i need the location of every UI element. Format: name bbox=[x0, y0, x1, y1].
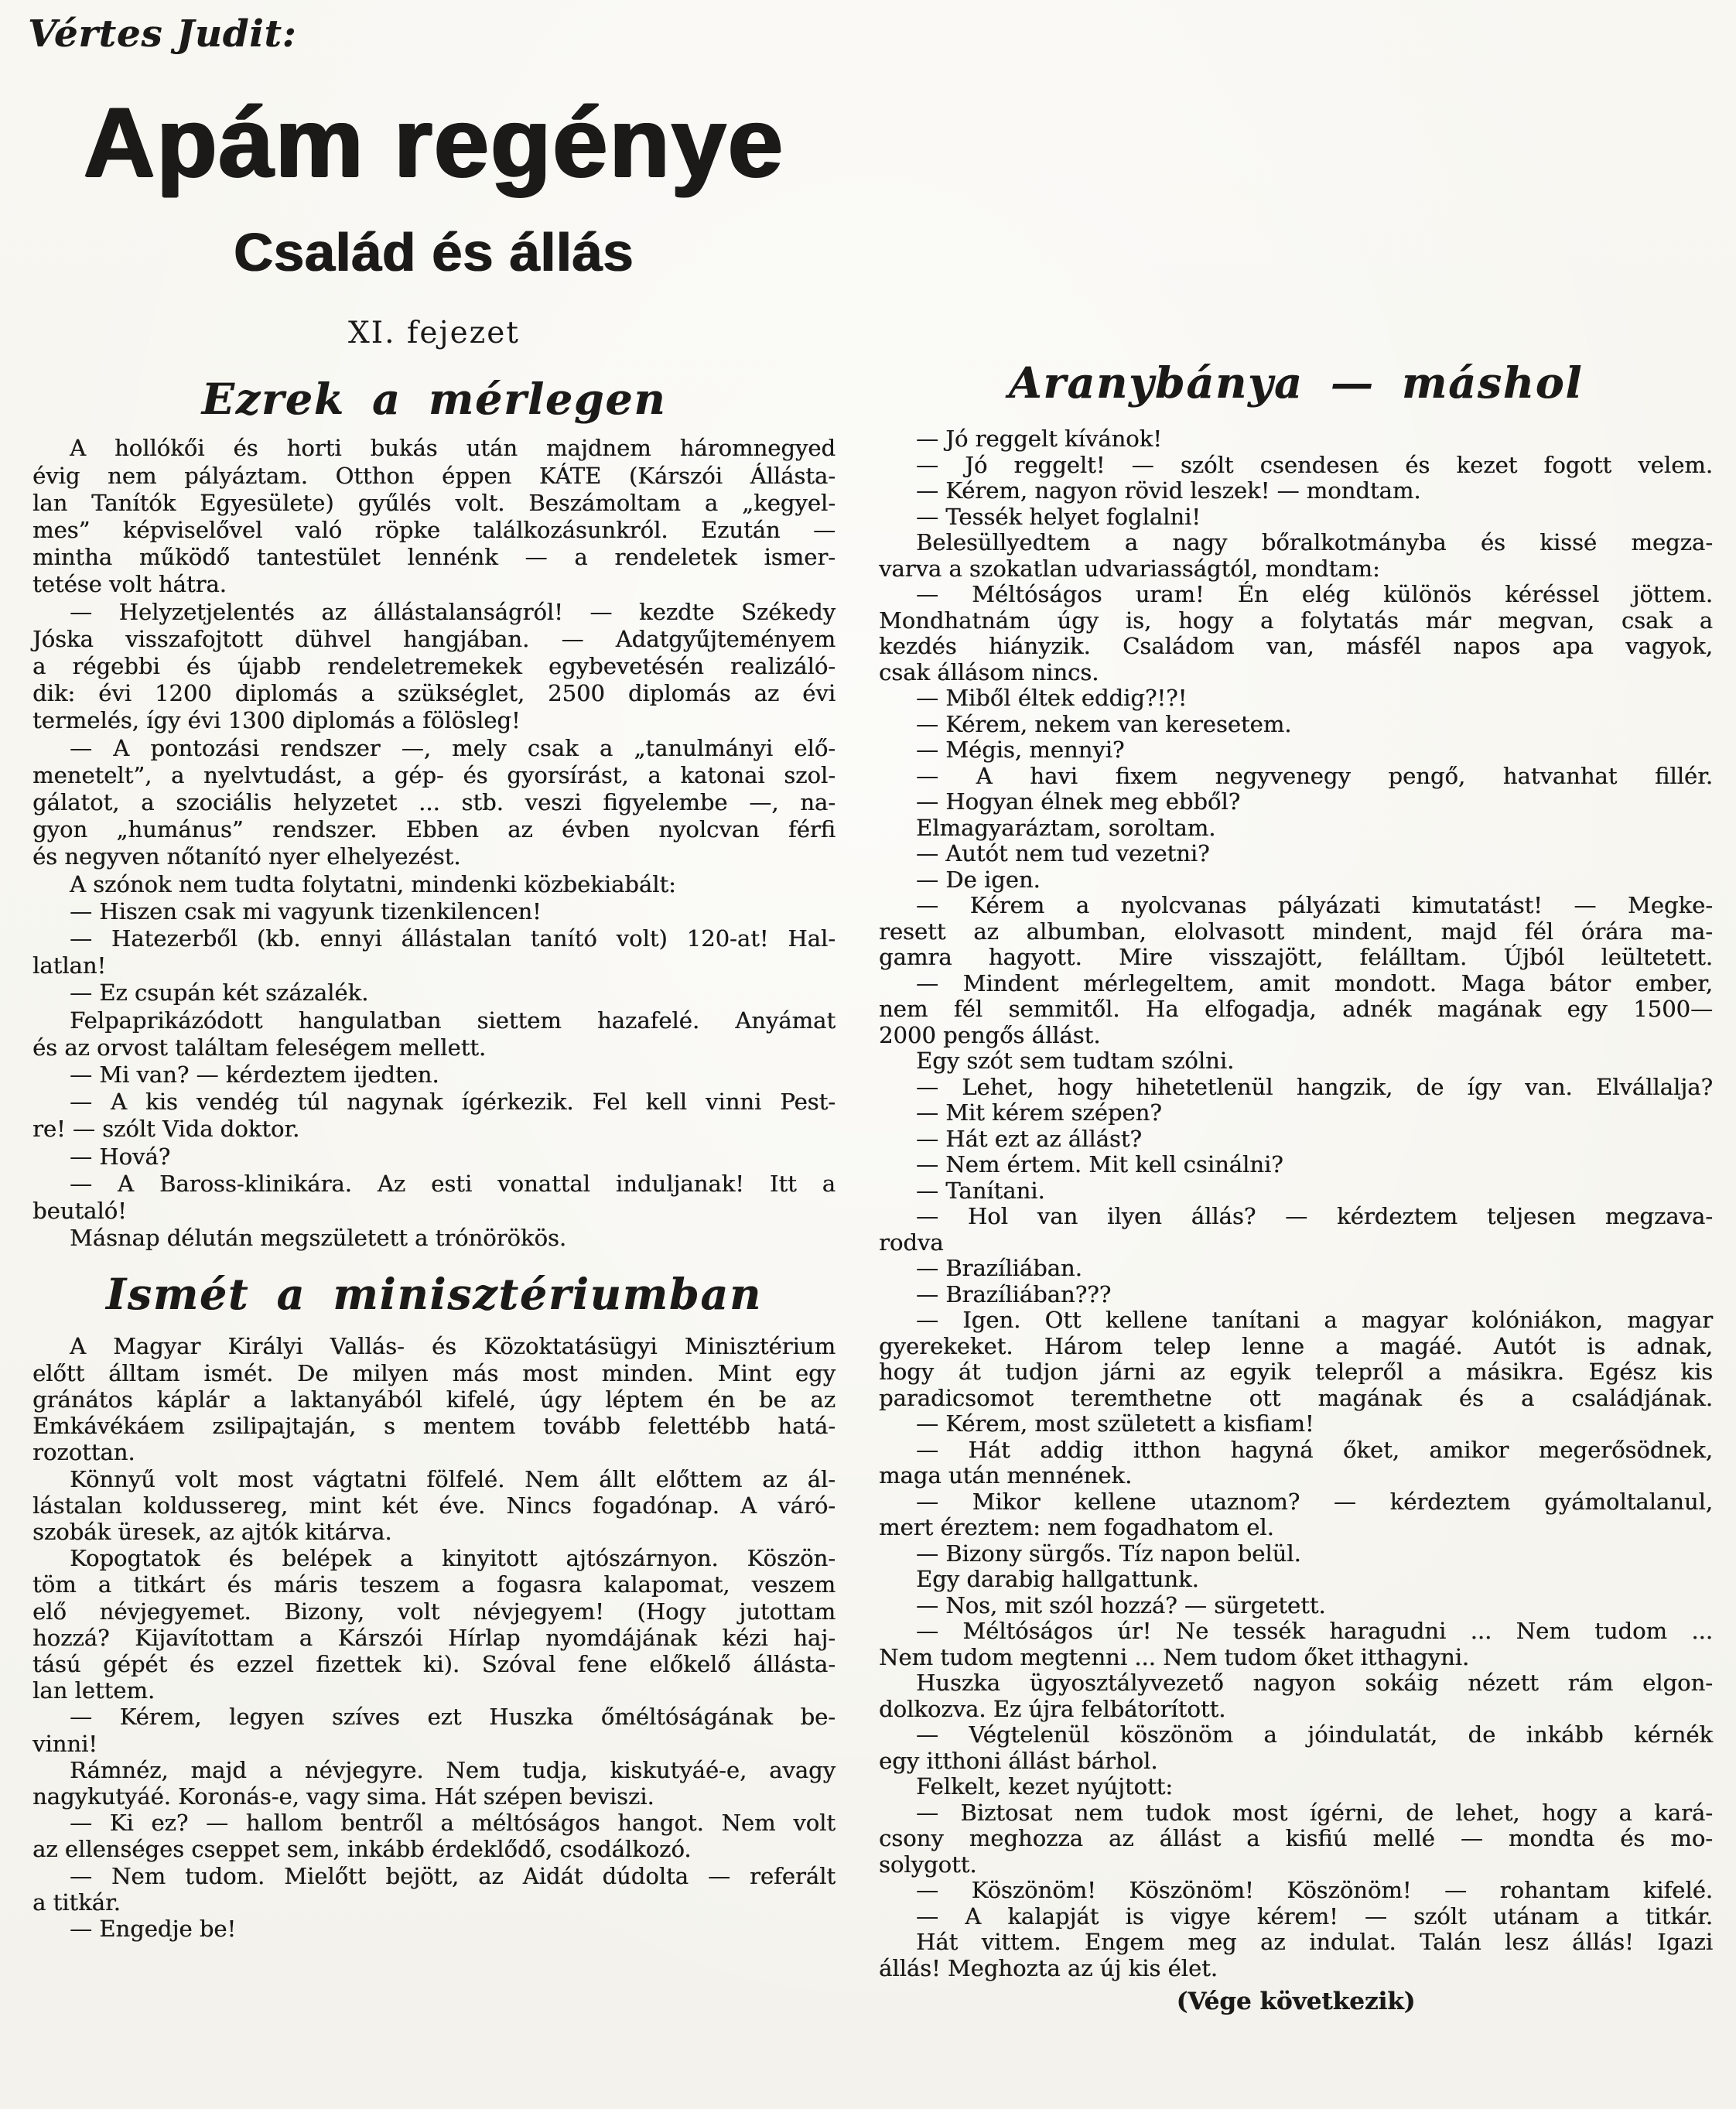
text-line: Könnyű volt most vágtatni fölfelé. Nem állt előttem az ál- bbox=[70, 1465, 836, 1492]
text-line: — A kis vendég túl nagynak ígérkezik. Fel kell vinni Pest- bbox=[70, 1089, 836, 1116]
text-line: — Kérem, nekem van keresetem. bbox=[916, 710, 1292, 737]
text-line: — Hogyan élnek meg ebből? bbox=[916, 788, 1241, 815]
text-line: Emkávékáem zsilipajtaján, s mentem tovább felettébb hatá- bbox=[32, 1413, 836, 1440]
text-line: töm a titkárt és máris teszem a fogasra kalapomat, veszem bbox=[32, 1571, 836, 1598]
text-line: lan lettem. bbox=[32, 1677, 155, 1704]
text-line: hozzá? Kijavítottam a Kárszói Hírlap nyomdájának kézi haj- bbox=[32, 1624, 836, 1651]
text-line: mes” képviselővel való röpke találkozásunkról. Ezután — bbox=[32, 517, 836, 543]
text-line: beutaló! bbox=[32, 1198, 127, 1225]
text-line: gyerekeket. Három telep lenne a magáé. Autót is adnak, bbox=[879, 1332, 1713, 1359]
text-line: — Brazíliában??? bbox=[916, 1280, 1112, 1307]
text-line: gyon „humánus” rendszer. Ebben az évben nyolcvan férfi bbox=[32, 816, 836, 843]
text-line: — Jó reggelt kívánok! bbox=[916, 426, 1162, 452]
left-column bbox=[32, 0, 836, 1942]
section-heading-ezrek: Ezrek a mérlegen bbox=[201, 374, 667, 425]
text-line: — Mégis, mennyi? bbox=[916, 737, 1125, 763]
text-line: — Végtelenül köszönöm a jóindulatát, de inkább kérnék bbox=[916, 1721, 1713, 1748]
text-line: — Brazíliában. bbox=[916, 1255, 1082, 1281]
text-line: termelés, így évi 1300 diplomás a fölösleg! bbox=[32, 707, 521, 734]
text-line: Belesüllyedtem a nagy bőralkotmányba és kissé megza- bbox=[916, 529, 1713, 555]
text-line: — Kérem a nyolcvanas pályázati kimutatást! — Megke- bbox=[916, 892, 1713, 918]
text-line: csak állásom nincs. bbox=[879, 658, 1099, 685]
right-column bbox=[879, 0, 1713, 2015]
text-line: — Kérem, legyen szíves ezt Huszka őméltóságának be- bbox=[70, 1704, 836, 1731]
text-line: — Biztosat nem tudok most ígérni, de lehet, hogy a kará- bbox=[916, 1799, 1713, 1826]
text-line: — Ez csupán két százalék. bbox=[70, 979, 369, 1007]
text-line: és az orvost találtam feleségem mellett. bbox=[32, 1034, 487, 1061]
text-line: vinni! bbox=[32, 1730, 97, 1757]
text-line: — Hát ezt az állást? bbox=[916, 1125, 1142, 1152]
text-line: Egy szót sem tudtam szólni. bbox=[916, 1048, 1235, 1074]
section-heading-ismet: Ismét a minisztériumban bbox=[106, 1269, 762, 1320]
continuation-note: (Vége következik) bbox=[1176, 1988, 1416, 2015]
text-line: Jóska visszafojtott dühvel hangjában. — Adatgyűjteményem bbox=[32, 625, 836, 652]
text-line: — Mikor kellene utaznom? — kérdeztem gyámoltalanul, bbox=[916, 1488, 1713, 1515]
article-subtitle: Család és állás bbox=[234, 222, 634, 283]
text-line: — Nem értem. Mit kell csinálni? bbox=[916, 1151, 1283, 1178]
text-line: — Mit kérem szépen? bbox=[916, 1099, 1162, 1126]
text-line: A hollókői és horti bukás után majdnem háromnegyed bbox=[70, 435, 836, 462]
text-line: mert éreztem: nem fogadhatom el. bbox=[879, 1514, 1274, 1540]
text-line: Hát vittem. Engem meg az indulat. Talán lesz állás! Igazi bbox=[916, 1929, 1713, 1955]
section-body-aranybanya bbox=[879, 426, 1713, 1981]
text-line: A Magyar Királyi Vallás- és Közoktatásügyi Minisztérium bbox=[70, 1333, 836, 1360]
text-line: hogy át tudjon járni az egyik telepről a másikra. Egész kis bbox=[879, 1359, 1713, 1385]
text-line: Huszka ügyosztályvezető nagyon sokáig nézett rám elgon- bbox=[916, 1670, 1713, 1696]
text-line: csony meghozza az állást a kisfiú mellé — mondta és mo- bbox=[879, 1825, 1713, 1851]
section-body-ismet bbox=[32, 1333, 836, 1942]
text-line: 2000 pengős állást. bbox=[879, 1021, 1101, 1048]
chapter-label: XI. fejezet bbox=[348, 316, 520, 351]
text-line: a régebbi és újabb rendeletremekek egybevetésén realizáló- bbox=[32, 653, 836, 680]
text-line: dolkozva. Ez újra felbátorított. bbox=[879, 1695, 1226, 1722]
text-line: kezdés hiányzik. Családom van, másfél napos apa vagyok, bbox=[879, 633, 1713, 659]
text-line: — Kérem, nagyon rövid leszek! — mondtam. bbox=[916, 477, 1421, 504]
text-line: — Miből éltek eddig?!?! bbox=[916, 685, 1188, 711]
text-line: Elmagyaráztam, soroltam. bbox=[916, 814, 1216, 841]
text-line: állás! Meghozta az új kis élet. bbox=[879, 1954, 1218, 1981]
text-line: Másnap délután megszületett a trónörökös. bbox=[70, 1225, 567, 1252]
text-line: latlan! bbox=[32, 952, 107, 979]
text-line: — Autót nem tud vezetni? bbox=[916, 840, 1210, 867]
text-line: — Helyzetjelentés az állástalanságról! — kezdte Székedy bbox=[70, 598, 836, 625]
text-line: — A Baross-klinikára. Az esti vonattal induljanak! Itt a bbox=[70, 1170, 836, 1197]
text-line: Rámnéz, majd a névjegyre. Nem tudja, kiskutyáé-e, avagy bbox=[70, 1756, 836, 1783]
text-line: maga után mennének. bbox=[879, 1462, 1133, 1489]
text-line: — A pontozási rendszer —, mely csak a „tanulmányi elő- bbox=[70, 734, 836, 761]
text-line: — Nem tudom. Mielőtt bejött, az Aidát dúdolta — referált bbox=[70, 1862, 836, 1889]
text-line: Mondhatnám úgy is, hogy a folytatás már megvan, csak a bbox=[879, 607, 1713, 634]
text-line: lan Tanítók Egyesülete) gyűlés volt. Beszámoltam a „kegyel- bbox=[32, 489, 836, 516]
text-line: nagykutyáé. Koronás-e, vagy sima. Hát szépen beviszi. bbox=[32, 1783, 654, 1810]
text-line: A szónok nem tudta folytatni, mindenki közbekiabált: bbox=[70, 870, 676, 897]
text-line: tású gépét és ezzel fizettek ki). Szóval fene előkelő állásta- bbox=[32, 1650, 836, 1677]
text-line: és negyven nőtanító nyer elhelyezést. bbox=[32, 843, 461, 870]
text-line: — Hol van ilyen állás? — kérdeztem teljesen megzava- bbox=[916, 1203, 1713, 1229]
text-line: — Mi van? — kérdeztem ijedten. bbox=[70, 1061, 439, 1089]
text-line: a titkár. bbox=[32, 1889, 121, 1916]
article-title: Apám regénye bbox=[83, 87, 785, 198]
text-line: nem fél semmitől. Ha elfogadja, adnék magának egy 1500— bbox=[879, 996, 1713, 1022]
text-line: szobák üresek, az ajtók kitárva. bbox=[32, 1518, 392, 1545]
text-line: menetelt”, a nyelvtudást, a gép- és gyorsírást, a katonai szol- bbox=[32, 761, 836, 788]
text-line: — Köszönöm! Köszönöm! Köszönöm! — rohantam kifelé. bbox=[916, 1877, 1713, 1903]
text-line: varva a szokatlan udvariasságtól, mondtam: bbox=[879, 555, 1380, 582]
text-line: — Tessék helyet foglalni! bbox=[916, 503, 1201, 530]
section-body-ezrek bbox=[32, 435, 836, 1252]
text-line: gamra hagyott. Mire visszajött, felálltam. Újból leültetett. bbox=[879, 944, 1713, 970]
text-line: solygott. bbox=[879, 1851, 977, 1878]
text-line: rozottan. bbox=[32, 1439, 135, 1466]
text-line: — Engedje be! bbox=[70, 1915, 237, 1942]
text-line: — Jó reggelt! — szólt csendesen és kezet fogott velem. bbox=[916, 451, 1713, 478]
text-line: Egy darabig hallgattunk. bbox=[916, 1566, 1199, 1592]
text-line: gránátos káplár a laktanyából kifelé, úgy léptem én be az bbox=[32, 1386, 836, 1413]
text-line: paradicsomot teremthetne ott magának és a családjának. bbox=[879, 1384, 1713, 1411]
text-line: rodva bbox=[879, 1229, 944, 1256]
text-line: — Nos, mit szól hozzá? — sürgetett. bbox=[916, 1591, 1326, 1618]
text-line: — Lehet, hogy hihetetlenül hangzik, de így van. Elvállalja? bbox=[916, 1073, 1713, 1100]
text-line: resett az albumban, elolvasott mindent, majd fél órára ma- bbox=[879, 918, 1713, 945]
byline: Vértes Judit: bbox=[28, 12, 297, 56]
section-heading-aranybanya: Aranybánya — máshol bbox=[1008, 357, 1584, 408]
text-line: elő névjegyemet. Bizony, volt névjegyem! (Hogy jutottam bbox=[32, 1598, 836, 1625]
text-line: tetése volt hátra. bbox=[32, 571, 227, 598]
text-line: Nem tudom megtenni ... Nem tudom őket itthagyni. bbox=[879, 1643, 1470, 1670]
text-line: — Hová? bbox=[70, 1143, 171, 1170]
text-line: — Igen. Ott kellene tanítani a magyar kolóniákon, magyar bbox=[916, 1307, 1713, 1333]
text-line: — Ki ez? — hallom bentről a méltóságos hangot. Nem volt bbox=[70, 1810, 836, 1837]
text-line: Kopogtatok és belépek a kinyitott ajtószárnyon. Köszön- bbox=[70, 1545, 836, 1572]
text-line: mintha működő tantestület lennénk — a rendeletek ismer- bbox=[32, 544, 836, 571]
text-line: Felpaprikázódott hangulatban siettem hazafelé. Anyámat bbox=[70, 1007, 836, 1034]
text-line: Felkelt, kezet nyújtott: bbox=[916, 1773, 1174, 1800]
text-line: az ellenséges cseppet sem, inkább érdeklődő, csodálkozó. bbox=[32, 1836, 692, 1863]
text-line: re! — szólt Vida doktor. bbox=[32, 1116, 300, 1143]
text-line: — Tanítani. bbox=[916, 1177, 1045, 1204]
text-line: — A kalapját is vigye kérem! — szólt utánam a titkár. bbox=[916, 1902, 1713, 1930]
text-line: — Hiszen csak mi vagyunk tizenkilencen! bbox=[70, 897, 542, 925]
text-line: — Mindent mérlegeltem, amit mondott. Maga bátor ember, bbox=[916, 969, 1713, 996]
text-line: évig nem pályáztam. Otthon éppen KÁTE (Kárszói Állásta- bbox=[32, 462, 836, 489]
text-line: — Méltóságos úr! Ne tessék haragudni ... Nem tudom ... bbox=[916, 1618, 1713, 1644]
text-line: — Méltóságos uram! Én elég különös kéréssel jöttem. bbox=[916, 581, 1713, 607]
text-line: — A havi fixem negyvenegy pengő, hatvanhat fillér. bbox=[916, 762, 1713, 789]
text-line: — Bizony sürgős. Tíz napon belül. bbox=[916, 1540, 1301, 1567]
text-line: egy itthoni állást bárhol. bbox=[879, 1747, 1158, 1774]
text-line: gálatot, a szociális helyzetet ... stb. veszi figyelembe —, na- bbox=[32, 789, 836, 816]
text-line: — Kérem, most született a kisfiam! bbox=[916, 1410, 1314, 1437]
text-line: lástalan koldussereg, mint két éve. Nincs fogadónap. A váró- bbox=[32, 1492, 836, 1519]
text-line: — Hatezerből (kb. ennyi állástalan tanító volt) 120-at! Hal- bbox=[70, 925, 836, 952]
text-line: előtt álltam ismét. De milyen más most minden. Mint egy bbox=[32, 1359, 836, 1386]
text-line: — De igen. bbox=[916, 866, 1041, 893]
text-line: dik: évi 1200 diplomás a szükséglet, 2500 diplomás az évi bbox=[32, 680, 836, 707]
text-line: — Hát addig itthon hagyná őket, amikor megerősödnek, bbox=[916, 1436, 1713, 1463]
